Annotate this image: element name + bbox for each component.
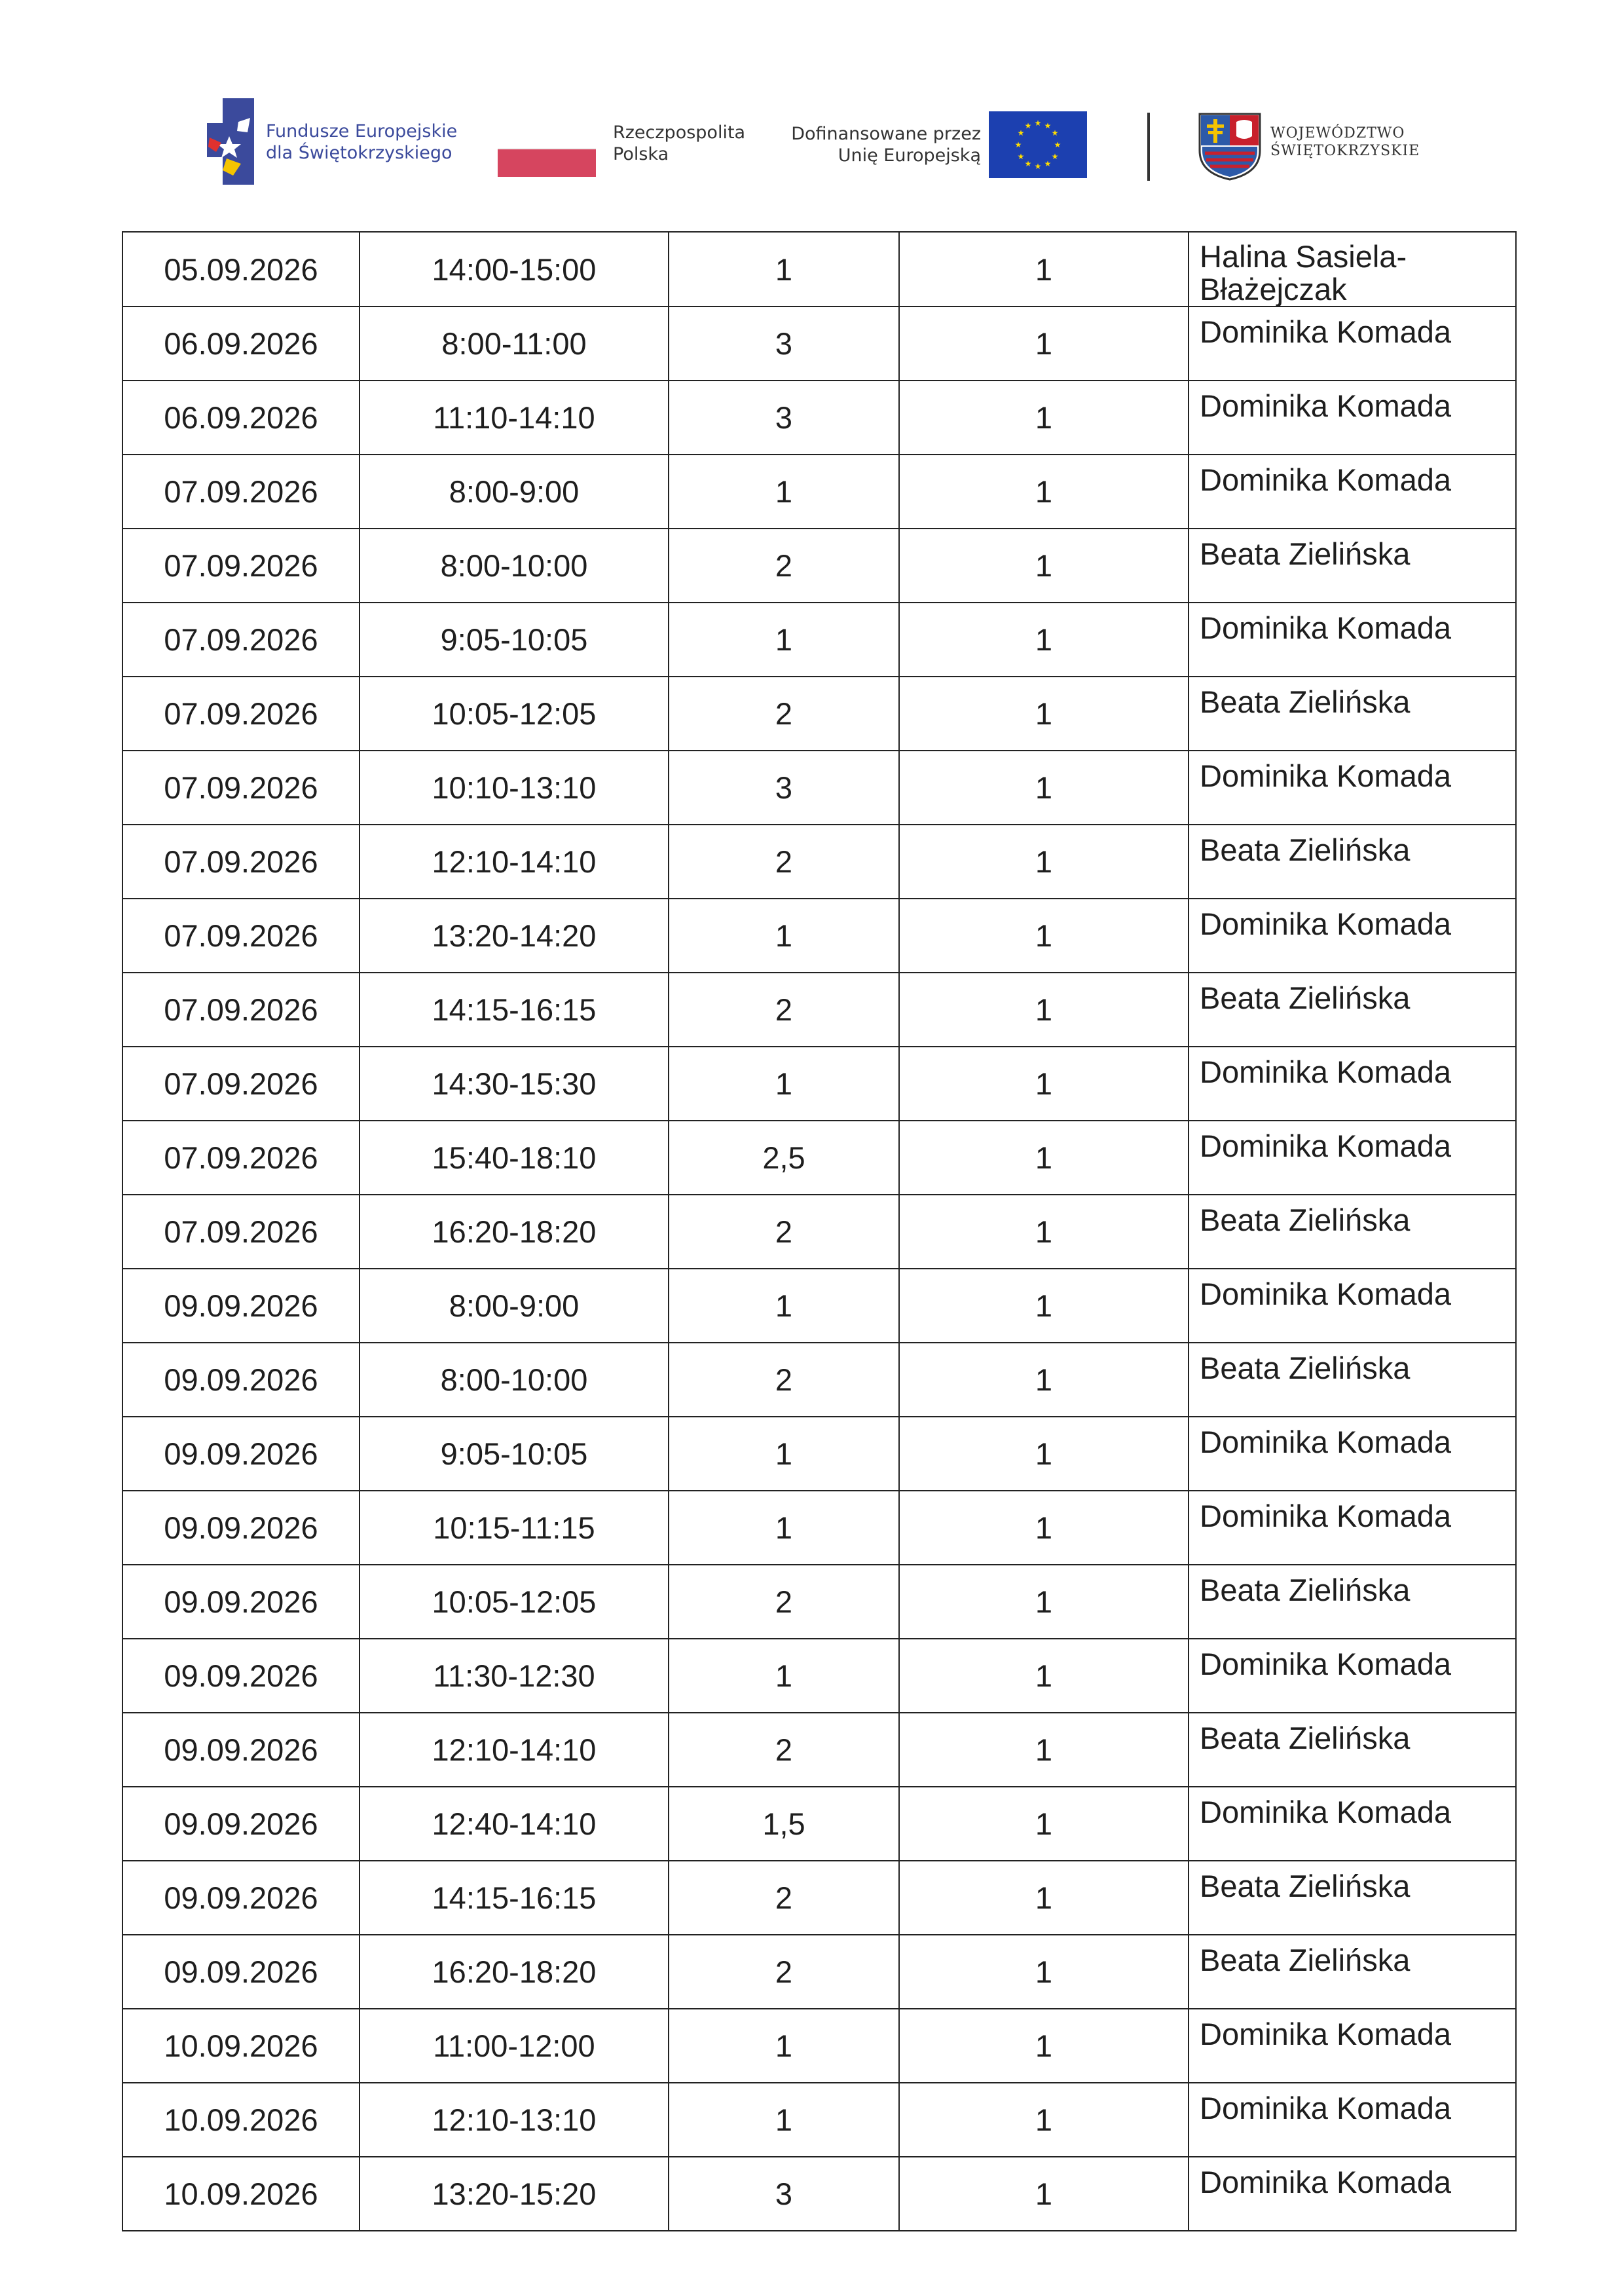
instructor-cell: Beata Zielińska xyxy=(1189,677,1516,751)
date-cell: 07.09.2026 xyxy=(122,973,360,1047)
table-row xyxy=(122,455,1516,529)
instructor-cell: Dominika Komada xyxy=(1189,603,1516,677)
hours-cell: 1 xyxy=(669,1047,899,1121)
table-row xyxy=(122,603,1516,677)
count-cell: 1 xyxy=(899,1047,1189,1121)
wojewodztwo-swietokrzyskie-logo xyxy=(1198,110,1434,183)
date-cell: 09.09.2026 xyxy=(122,1343,360,1417)
date-cell: 07.09.2026 xyxy=(122,1047,360,1121)
table-row xyxy=(122,1639,1516,1713)
count-cell: 1 xyxy=(899,825,1189,899)
time-range-cell: 12:10-13:10 xyxy=(360,2083,669,2157)
hours-cell: 2,5 xyxy=(669,1121,899,1195)
instructor-cell: Dominika Komada xyxy=(1189,381,1516,455)
svg-text:★: ★ xyxy=(1034,162,1042,171)
fe-logo-text xyxy=(266,121,457,164)
table-row xyxy=(122,2157,1516,2231)
hours-cell: 3 xyxy=(669,751,899,825)
hours-cell: 1 xyxy=(669,2083,899,2157)
eu-flag-icon xyxy=(989,111,1087,178)
instructor-cell: Dominika Komada xyxy=(1189,455,1516,529)
instructor-cell: Beata Zielińska xyxy=(1189,1935,1516,2009)
instructor-cell: Beata Zielińska xyxy=(1189,529,1516,603)
time-range-cell: 8:00-10:00 xyxy=(360,529,669,603)
svg-text:★: ★ xyxy=(1044,121,1052,130)
hours-cell: 1 xyxy=(669,232,899,307)
hours-cell: 2 xyxy=(669,677,899,751)
hours-cell: 2 xyxy=(669,1935,899,2009)
hours-cell: 2 xyxy=(669,1343,899,1417)
table-row xyxy=(122,1491,1516,1565)
fe-logo-line1: Fundusze Europejskie xyxy=(266,121,458,141)
count-cell: 1 xyxy=(899,232,1189,307)
hours-cell: 1,5 xyxy=(669,1787,899,1861)
time-range-cell: 10:15-11:15 xyxy=(360,1491,669,1565)
count-cell: 1 xyxy=(899,1713,1189,1787)
instructor-cell: Dominika Komada xyxy=(1189,1639,1516,1713)
table-row xyxy=(122,1787,1516,1861)
hours-cell: 1 xyxy=(669,899,899,973)
date-cell: 09.09.2026 xyxy=(122,1861,360,1935)
time-range-cell: 14:00-15:00 xyxy=(360,232,669,307)
instructor-cell: Dominika Komada xyxy=(1189,1491,1516,1565)
rp-logo-line2: Polska xyxy=(613,144,669,164)
logo-divider xyxy=(1147,113,1150,181)
time-range-cell: 13:20-15:20 xyxy=(360,2157,669,2231)
count-cell: 1 xyxy=(899,603,1189,677)
time-range-cell: 11:10-14:10 xyxy=(360,381,669,455)
count-cell: 1 xyxy=(899,1417,1189,1491)
schedule-table-body xyxy=(122,232,1516,2231)
table-row xyxy=(122,1861,1516,1935)
svg-text:★: ★ xyxy=(1044,159,1052,168)
table-row xyxy=(122,1343,1516,1417)
hours-cell: 2 xyxy=(669,1195,899,1269)
instructor-cell: Dominika Komada xyxy=(1189,2083,1516,2157)
time-range-cell: 8:00-11:00 xyxy=(360,307,669,381)
eu-logo-text xyxy=(791,123,981,166)
svg-text:★: ★ xyxy=(1017,128,1025,138)
date-cell: 09.09.2026 xyxy=(122,1269,360,1343)
time-range-cell: 11:00-12:00 xyxy=(360,2009,669,2083)
table-row xyxy=(122,1121,1516,1195)
hours-cell: 2 xyxy=(669,973,899,1047)
time-range-cell: 16:20-18:20 xyxy=(360,1195,669,1269)
instructor-cell: Dominika Komada xyxy=(1189,1047,1516,1121)
count-cell: 1 xyxy=(899,899,1189,973)
instructor-cell: Dominika Komada xyxy=(1189,1269,1516,1343)
table-row xyxy=(122,1565,1516,1639)
svg-text:★: ★ xyxy=(1024,159,1032,168)
time-range-cell: 9:05-10:05 xyxy=(360,603,669,677)
hours-cell: 1 xyxy=(669,603,899,677)
rp-logo-text xyxy=(613,122,745,165)
table-row xyxy=(122,307,1516,381)
hours-cell: 2 xyxy=(669,529,899,603)
count-cell: 1 xyxy=(899,381,1189,455)
eu-logo-line1: Dofinansowane przez xyxy=(791,124,981,144)
table-row xyxy=(122,899,1516,973)
hours-cell: 2 xyxy=(669,1713,899,1787)
table-row xyxy=(122,1195,1516,1269)
instructor-cell: Dominika Komada xyxy=(1189,1417,1516,1491)
date-cell: 09.09.2026 xyxy=(122,1787,360,1861)
table-row xyxy=(122,825,1516,899)
time-range-cell: 12:10-14:10 xyxy=(360,1713,669,1787)
time-range-cell: 9:05-10:05 xyxy=(360,1417,669,1491)
count-cell: 1 xyxy=(899,2083,1189,2157)
date-cell: 07.09.2026 xyxy=(122,529,360,603)
time-range-cell: 8:00-9:00 xyxy=(360,1269,669,1343)
table-row xyxy=(122,1935,1516,2009)
hours-cell: 1 xyxy=(669,1417,899,1491)
time-range-cell: 12:40-14:10 xyxy=(360,1787,669,1861)
count-cell: 1 xyxy=(899,1491,1189,1565)
date-cell: 07.09.2026 xyxy=(122,1195,360,1269)
ws-logo-text xyxy=(1270,124,1420,160)
ws-logo-line2: ŚWIĘTOKRZYSKIE xyxy=(1270,143,1420,159)
hours-cell: 2 xyxy=(669,1861,899,1935)
coat-of-arms-icon xyxy=(1198,113,1261,181)
time-range-cell: 12:10-14:10 xyxy=(360,825,669,899)
hours-cell: 2 xyxy=(669,1565,899,1639)
instructor-cell: Beata Zielińska xyxy=(1189,1861,1516,1935)
instructor-cell: Beata Zielińska xyxy=(1189,1195,1516,1269)
svg-text:★: ★ xyxy=(1051,128,1059,138)
date-cell: 07.09.2026 xyxy=(122,603,360,677)
time-range-cell: 14:30-15:30 xyxy=(360,1047,669,1121)
date-cell: 09.09.2026 xyxy=(122,1565,360,1639)
table-row xyxy=(122,2083,1516,2157)
count-cell: 1 xyxy=(899,2009,1189,2083)
instructor-cell: Dominika Komada xyxy=(1189,1787,1516,1861)
count-cell: 1 xyxy=(899,529,1189,603)
hours-cell: 1 xyxy=(669,2009,899,2083)
instructor-cell: Dominika Komada xyxy=(1189,2157,1516,2231)
fe-logo-line2: dla Świętokrzyskiego xyxy=(266,143,452,163)
time-range-cell: 11:30-12:30 xyxy=(360,1639,669,1713)
svg-text:★: ★ xyxy=(1024,121,1032,130)
date-cell: 09.09.2026 xyxy=(122,1491,360,1565)
count-cell: 1 xyxy=(899,1195,1189,1269)
count-cell: 1 xyxy=(899,1639,1189,1713)
fundusze-europejskie-logo xyxy=(207,98,469,190)
time-range-cell: 13:20-14:20 xyxy=(360,899,669,973)
time-range-cell: 10:05-12:05 xyxy=(360,677,669,751)
time-range-cell: 15:40-18:10 xyxy=(360,1121,669,1195)
instructor-cell: Beata Zielińska xyxy=(1189,825,1516,899)
time-range-cell: 10:05-12:05 xyxy=(360,1565,669,1639)
logo-strip xyxy=(0,0,1624,210)
date-cell: 09.09.2026 xyxy=(122,1935,360,2009)
instructor-cell: Dominika Komada xyxy=(1189,2009,1516,2083)
rp-logo-line1: Rzeczpospolita xyxy=(613,122,746,143)
date-cell: 10.09.2026 xyxy=(122,2157,360,2231)
count-cell: 1 xyxy=(899,1861,1189,1935)
date-cell: 10.09.2026 xyxy=(122,2083,360,2157)
hours-cell: 1 xyxy=(669,1491,899,1565)
svg-text:★: ★ xyxy=(1017,152,1025,161)
time-range-cell: 10:10-13:10 xyxy=(360,751,669,825)
svg-text:★: ★ xyxy=(1054,140,1061,149)
instructor-cell: Beata Zielińska xyxy=(1189,1713,1516,1787)
polish-flag-icon xyxy=(498,149,596,177)
date-cell: 09.09.2026 xyxy=(122,1639,360,1713)
ws-logo-line1: WOJEWÓDZTWO xyxy=(1270,125,1405,141)
time-range-cell: 8:00-9:00 xyxy=(360,455,669,529)
count-cell: 1 xyxy=(899,751,1189,825)
time-range-cell: 14:15-16:15 xyxy=(360,973,669,1047)
count-cell: 1 xyxy=(899,1787,1189,1861)
date-cell: 07.09.2026 xyxy=(122,899,360,973)
date-cell: 09.09.2026 xyxy=(122,1417,360,1491)
table-row xyxy=(122,1047,1516,1121)
time-range-cell: 8:00-10:00 xyxy=(360,1343,669,1417)
svg-text:★: ★ xyxy=(1034,119,1042,128)
count-cell: 1 xyxy=(899,1343,1189,1417)
hours-cell: 3 xyxy=(669,2157,899,2231)
instructor-cell: Halina Sasiela-Błażejczak xyxy=(1189,232,1516,307)
date-cell: 07.09.2026 xyxy=(122,677,360,751)
time-range-cell: 14:15-16:15 xyxy=(360,1861,669,1935)
count-cell: 1 xyxy=(899,307,1189,381)
date-cell: 09.09.2026 xyxy=(122,1713,360,1787)
count-cell: 1 xyxy=(899,1121,1189,1195)
date-cell: 07.09.2026 xyxy=(122,825,360,899)
count-cell: 1 xyxy=(899,1935,1189,2009)
count-cell: 1 xyxy=(899,2157,1189,2231)
instructor-cell: Beata Zielińska xyxy=(1189,973,1516,1047)
date-cell: 06.09.2026 xyxy=(122,307,360,381)
count-cell: 1 xyxy=(899,973,1189,1047)
table-row xyxy=(122,973,1516,1047)
table-row xyxy=(122,1269,1516,1343)
hours-cell: 2 xyxy=(669,825,899,899)
date-cell: 07.09.2026 xyxy=(122,1121,360,1195)
svg-text:★: ★ xyxy=(1014,140,1022,149)
table-row xyxy=(122,751,1516,825)
hours-cell: 1 xyxy=(669,1639,899,1713)
count-cell: 1 xyxy=(899,677,1189,751)
schedule-table-container xyxy=(122,231,1501,2231)
hours-cell: 1 xyxy=(669,1269,899,1343)
table-row xyxy=(122,2009,1516,2083)
date-cell: 05.09.2026 xyxy=(122,232,360,307)
instructor-cell: Beata Zielińska xyxy=(1189,1343,1516,1417)
table-row xyxy=(122,677,1516,751)
date-cell: 07.09.2026 xyxy=(122,455,360,529)
instructor-cell: Dominika Komada xyxy=(1189,899,1516,973)
instructor-cell: Dominika Komada xyxy=(1189,751,1516,825)
instructor-cell: Dominika Komada xyxy=(1189,1121,1516,1195)
table-row xyxy=(122,381,1516,455)
table-row xyxy=(122,1713,1516,1787)
count-cell: 1 xyxy=(899,455,1189,529)
table-row xyxy=(122,232,1516,307)
date-cell: 06.09.2026 xyxy=(122,381,360,455)
count-cell: 1 xyxy=(899,1269,1189,1343)
svg-text:★: ★ xyxy=(1051,152,1059,161)
eu-logo-line2: Unię Europejską xyxy=(838,145,981,166)
table-row xyxy=(122,529,1516,603)
date-cell: 07.09.2026 xyxy=(122,751,360,825)
date-cell: 10.09.2026 xyxy=(122,2009,360,2083)
eu-cofinancing-logo xyxy=(779,111,1087,183)
table-row xyxy=(122,1417,1516,1491)
hours-cell: 3 xyxy=(669,307,899,381)
time-range-cell: 16:20-18:20 xyxy=(360,1935,669,2009)
count-cell: 1 xyxy=(899,1565,1189,1639)
schedule-table xyxy=(122,231,1517,2231)
rzeczpospolita-polska-logo xyxy=(498,123,747,189)
hours-cell: 3 xyxy=(669,381,899,455)
hours-cell: 1 xyxy=(669,455,899,529)
instructor-cell: Dominika Komada xyxy=(1189,307,1516,381)
instructor-cell: Beata Zielińska xyxy=(1189,1565,1516,1639)
fe-star-icon xyxy=(207,98,254,185)
